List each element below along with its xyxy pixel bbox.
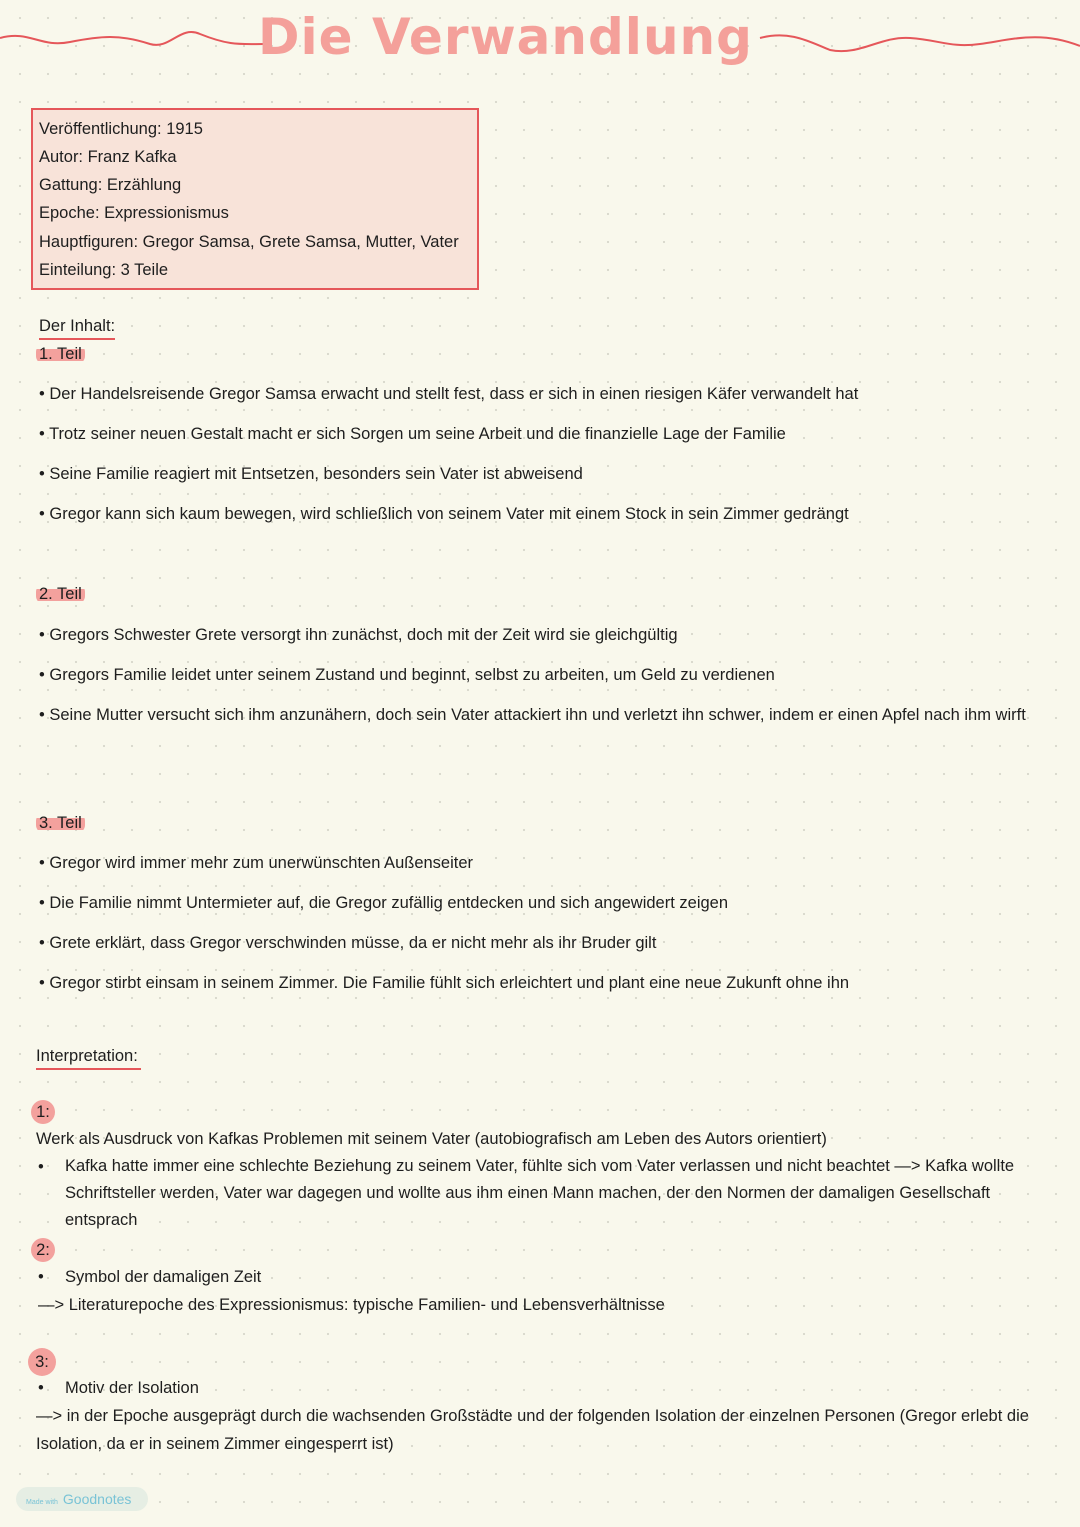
part-label: 3. Teil: [36, 813, 85, 833]
part-label: 2. Teil: [36, 584, 85, 604]
info-line: Autor: Franz Kafka: [39, 148, 177, 166]
point-bullet: Symbol der damaligen Zeit: [65, 1268, 262, 1286]
bullet: • Der Handelsreisende Gregor Samsa erwacht und stellt fest, dass er sich in einen riesigen Käfer verwandelt hat: [39, 385, 859, 403]
goodnotes-badge: [16, 1487, 148, 1511]
bullet: • Die Familie nimmt Untermieter auf, die Gregor zufällig entdecken und sich angewidert zeigen: [39, 894, 729, 912]
bullet: • Gregor stirbt einsam in seinem Zimmer. Die Familie fühlt sich erleichtert und plant eine neue Zukunft ohne ihn: [39, 974, 850, 992]
point-text: Werk als Ausdruck von Kafkas Problemen mit seinem Vater (autobiografisch am Leben des Autors orientiert): [36, 1130, 827, 1148]
point-arrow: —> in der Epoche ausgeprägt durch die wachsenden Großstädte und der folgenden Isolation der einzelnen Personen (Gregor erlebt die Isolation, da er in seinem Zimmer eingesperrt ist): [36, 1407, 1029, 1453]
part-label: 1. Teil: [36, 344, 85, 364]
bullet: • Seine Mutter versucht sich ihm anzunähern, doch sein Vater attackiert ihn und verletzt ihn schwer, indem er einen Apfel nach ihm wirft: [39, 706, 1026, 724]
point-number: 2:: [31, 1238, 55, 1262]
point-bullet: Kafka hatte immer eine schlechte Beziehung zu seinem Vater, fühlte sich vom Vater verlassen und nicht beachtet —> Kafka wollte Schriftsteller werden, Vater war dagegen und wollte aus ihm einen Mann machen, der den Normen der damaligen Gesellschaft entsprach: [65, 1157, 1015, 1229]
bullet: • Seine Familie reagiert mit Entsetzen, besonders sein Vater ist abweisend: [39, 465, 583, 483]
bullet: • Gregor wird immer mehr zum unerwünschten Außenseiter: [39, 854, 474, 872]
bullet: • Grete erklärt, dass Gregor verschwinden müsse, da er nicht mehr als ihr Bruder gilt: [39, 934, 657, 952]
bullet-dot: •: [38, 1268, 44, 1286]
info-line: Hauptfiguren: Gregor Samsa, Grete Samsa, Mutter, Vater: [39, 233, 459, 251]
bullet: • Trotz seiner neuen Gestalt macht er sich Sorgen um seine Arbeit und die finanzielle Lage der Familie: [39, 425, 786, 443]
point-arrow: —> Literaturepoche des Expressionismus: typische Familien- und Lebensverhältnisse: [38, 1296, 665, 1314]
info-line: Einteilung: 3 Teile: [39, 261, 169, 279]
section-heading: Interpretation:: [36, 1046, 141, 1070]
point-number: 3:: [28, 1348, 56, 1376]
bullet-dot: •: [38, 1379, 44, 1397]
point-number: 1:: [31, 1100, 55, 1124]
bullet-dot: •: [38, 1158, 44, 1176]
info-line: Gattung: Erzählung: [39, 176, 182, 194]
section-heading: Der Inhalt:: [39, 316, 115, 340]
page-title: Die Verwandlung: [258, 8, 753, 66]
point-bullet: Motiv der Isolation: [65, 1379, 199, 1397]
bullet: • Gregors Familie leidet unter seinem Zustand und beginnt, selbst zu arbeiten, um Geld zu verdienen: [39, 666, 775, 684]
badge-brand: Goodnotes: [62, 1491, 132, 1507]
bullet: • Gregors Schwester Grete versorgt ihn zunächst, doch mit der Zeit wird sie gleichgültig: [39, 626, 678, 644]
info-line: Veröffentlichung: 1915: [39, 120, 203, 138]
info-line: Epoche: Expressionismus: [39, 204, 229, 222]
bullet: • Gregor kann sich kaum bewegen, wird schließlich von seinem Vater mit einem Stock in sein Zimmer gedrängt: [39, 505, 849, 523]
badge-small-text: Made with: [26, 1499, 58, 1506]
